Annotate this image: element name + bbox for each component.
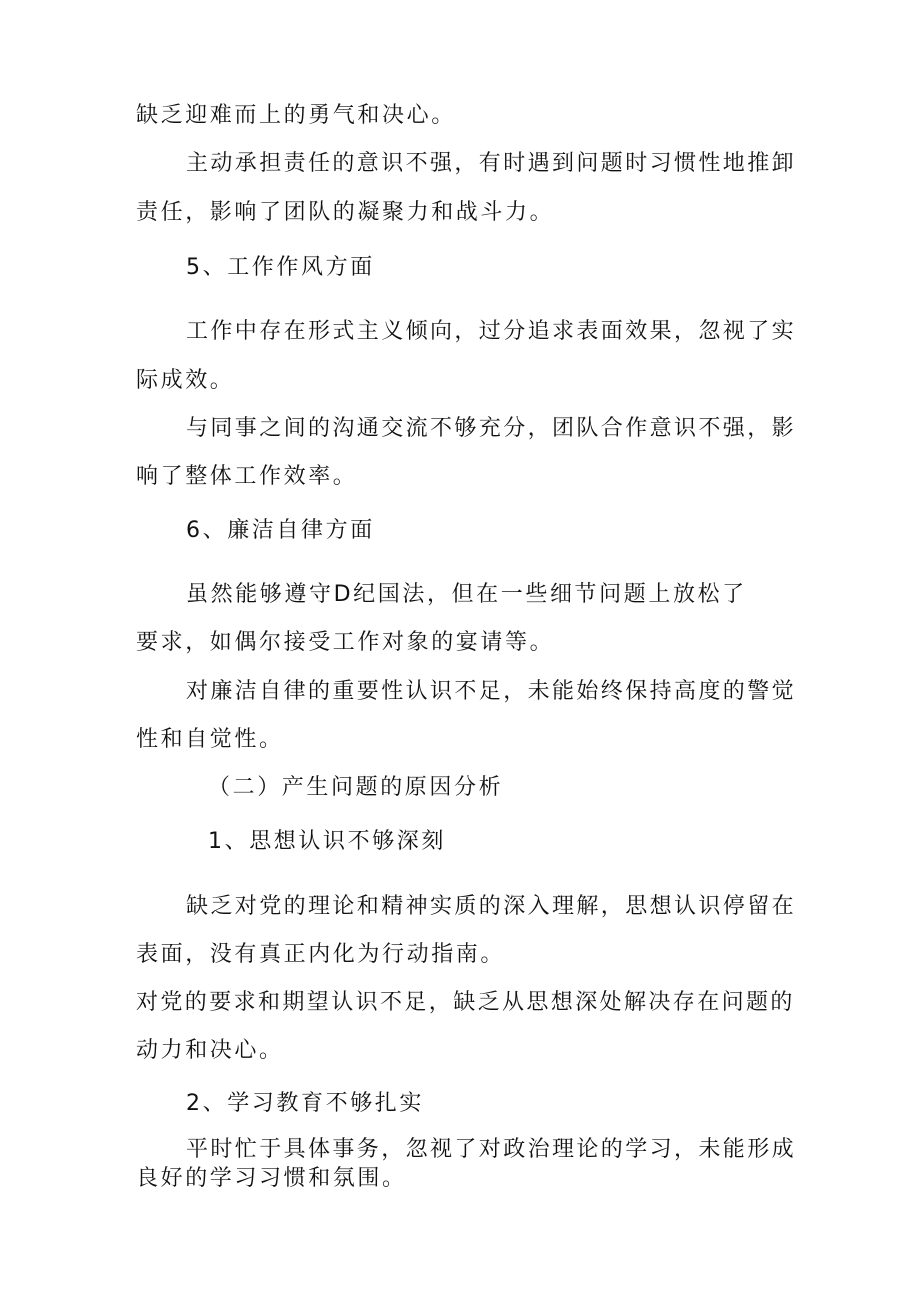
paragraph-line: 主动承担责任的意识不强，有时遇到问题时习惯性地推卸 — [186, 151, 796, 176]
paragraph-line: 响了整体工作效率。 — [136, 464, 358, 489]
paragraph-line: 际成效。 — [136, 368, 235, 393]
section-heading: 1、思想认识不够深刻 — [208, 829, 446, 854]
section-heading: 5、工作作风方面 — [186, 255, 375, 280]
paragraph-line: 工作中存在形式主义倾向，过分追求表面效果，忽视了实 — [186, 319, 796, 344]
paragraph-line: 要求，如偶尔接受工作对象的宴请等。 — [136, 630, 555, 655]
section-heading: 6、廉洁自律方面 — [186, 518, 375, 543]
paragraph-line: 平时忙于具体事务，忽视了对政治理论的学习，未能形成 — [186, 1137, 796, 1162]
paragraph-line: 动力和决心。 — [136, 1038, 284, 1063]
subsection-heading: （二）产生问题的原因分析 — [208, 775, 504, 800]
paragraph-line: 缺乏对党的理论和精神实质的深入理解，思想认识停留在 — [186, 894, 796, 919]
section-heading: 2、学习教育不够扎实 — [186, 1091, 424, 1116]
paragraph-line: 性和自觉性。 — [136, 727, 284, 752]
paragraph-line: 对廉洁自律的重要性认识不足，未能始终保持高度的警觉 — [186, 679, 796, 704]
paragraph-line: 缺乏迎难而上的勇气和决心。 — [136, 103, 456, 128]
paragraph-line: 表面，没有真正内化为行动指南。 — [136, 942, 506, 967]
paragraph-line: 对党的要求和期望认识不足，缺乏从思想深处解决存在问题的 — [136, 990, 795, 1015]
paragraph-line: 与同事之间的沟通交流不够充分，团队合作意识不强，影 — [186, 416, 796, 441]
paragraph-line: 虽然能够遵守D纪国法，但在一些细节问题上放松了 — [186, 582, 747, 607]
paragraph-line: 良好的学习习惯和氛围。 — [136, 1166, 407, 1191]
paragraph-line: 责任，影响了团队的凝聚力和战斗力。 — [136, 200, 555, 225]
